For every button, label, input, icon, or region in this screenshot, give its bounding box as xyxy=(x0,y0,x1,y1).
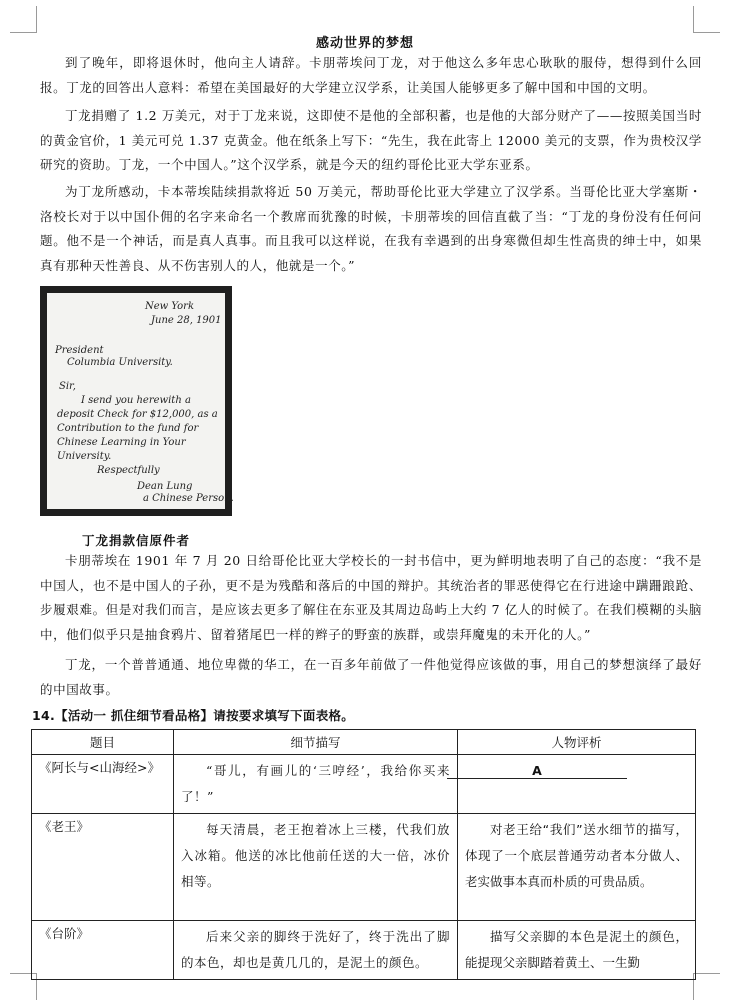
header-detail: 细节描写 xyxy=(174,730,458,755)
article-title: 感动世界的梦想 xyxy=(315,36,414,51)
letter-line: Respectfully xyxy=(97,465,160,476)
row-detail: “哥儿，有画儿的‘三哼经’，我给你买来了！” xyxy=(174,755,458,814)
header-eval: 人物评析 xyxy=(458,730,696,755)
letter-line: Chinese Learning in Your xyxy=(57,437,186,448)
letter-signature: Dean Lung xyxy=(137,481,193,492)
question-label: 14.【活动一 抓住细节看品格】请按要求填写下面表格。 xyxy=(32,708,355,723)
table-row xyxy=(32,921,696,980)
table-row xyxy=(32,755,696,814)
paragraph-4: 卡朋蒂埃在 1901 年 7 月 20 日给哥伦比亚大学校长的一封书信中，更为鲜明地表明了自己的态度：“我不是中国人，也不是中国人的子孙，更不是为残酷和落后的中国的辩护。其统治者的罪恶使得它在行进途中蹒跚踉跄、步履艰难。但是对我们而言，是应该去更多了解住在东亚及其周边岛屿上大约 7 亿人的时候了。在我们模糊的头脑中，他们似乎只是抽食鸦片、留着猪尾巴一样的辫子的野蛮的族群，或崇拜魔鬼的未开化的人。” xyxy=(40,553,702,642)
letter-photo xyxy=(40,286,232,516)
crop-mark-top-right xyxy=(693,6,720,33)
letter-line: New York xyxy=(145,301,194,312)
paragraph-2: 丁龙捐赠了 1.2 万美元，对于丁龙来说，这即使不是他的全部积蓄，也是他的大部分财产了——按照美国当时的黄金官价，1 美元可兑 1.37 克黄金。他在纸条上写下：“先生，我在此寄上 12000 美元的支票，作为贵校汉学研究的资助。丁龙，一个中国人。”这个汉学系，就是今天的纽约哥伦比亚大学东亚系。 xyxy=(40,108,702,172)
row-eval[interactable] xyxy=(458,755,696,814)
row-detail: 每天清晨，老王抱着冰上三楼，代我们放入冰箱。他送的冰比他前任送的大一倍，冰价相等。 xyxy=(174,814,458,921)
letter-line: President xyxy=(55,345,104,356)
row-detail: 后来父亲的脚终于洗好了，终于洗出了脚的本色，却也是黄几几的，是泥土的颜色。 xyxy=(174,921,458,980)
paragraph-5: 丁龙，一个普普通通、地位卑微的华工，在一百多年前做了一件他觉得应该做的事，用自己的梦想演绎了最好的中国故事。 xyxy=(40,657,702,697)
letter-line: June 28, 1901 xyxy=(151,315,222,326)
answer-table xyxy=(31,729,696,980)
crop-mark-top-left xyxy=(10,6,37,33)
letter-line: University. xyxy=(57,451,112,462)
paragraph-3: 为丁龙所感动，卡本蒂埃陆续捐款将近 50 万美元，帮助哥伦比亚大学建立了汉学系。当哥伦比亚大学塞斯・洛校长对于以中国仆佣的名字来命名一个教席而犹豫的时候，卡朋蒂埃的回信直截了当：“丁龙的身份没有任何问题。他不是一个神话，而是真人真事。而且我可以这样说，在我有幸遇到的出身寒微但却生性高贵的绅士中，如果真有那种天性善良、从不伤害别人的人，他就是一个。” xyxy=(40,184,702,273)
letter-line: I send you herewith a xyxy=(81,395,191,406)
letter-caption: 丁龙捐款信原件者 xyxy=(82,533,191,548)
letter-line: deposit Check for $12,000, as a xyxy=(57,409,218,420)
table-row xyxy=(32,814,696,921)
answer-blank-a[interactable]: A xyxy=(447,764,627,779)
letter-line: Columbia University. xyxy=(67,357,173,368)
header-title: 题目 xyxy=(32,730,174,755)
letter-line: a Chinese Person. xyxy=(143,493,234,504)
row-title: 《老王》 xyxy=(32,814,174,921)
paragraph-1: 到了晚年，即将退休时，他向主人请辞。卡朋蒂埃问丁龙，对于他这么多年忠心耿耿的服侍，想得到什么回报。丁龙的回答出人意料：希望在美国最好的大学建立汉学系，让美国人能够更多了解中国和中国的文明。 xyxy=(40,55,702,95)
letter-line: Contribution to the fund for xyxy=(57,423,199,434)
table-header-row xyxy=(32,730,696,755)
row-eval: 对老王给“我们”送水细节的描写，体现了一个底层普通劳动者本分做人、老实做事本真而朴质的可贵品质。 xyxy=(458,814,696,921)
row-eval: 描写父亲脚的本色是泥土的颜色，能提现父亲脚踏着黄土、一生勤 xyxy=(458,921,696,980)
row-title: 《阿长与<山海经>》 xyxy=(32,755,174,814)
row-title: 《台阶》 xyxy=(32,921,174,980)
letter-line: Sir, xyxy=(59,381,76,392)
letter-paper xyxy=(47,293,234,509)
crop-mark-bottom-right xyxy=(693,973,720,1000)
